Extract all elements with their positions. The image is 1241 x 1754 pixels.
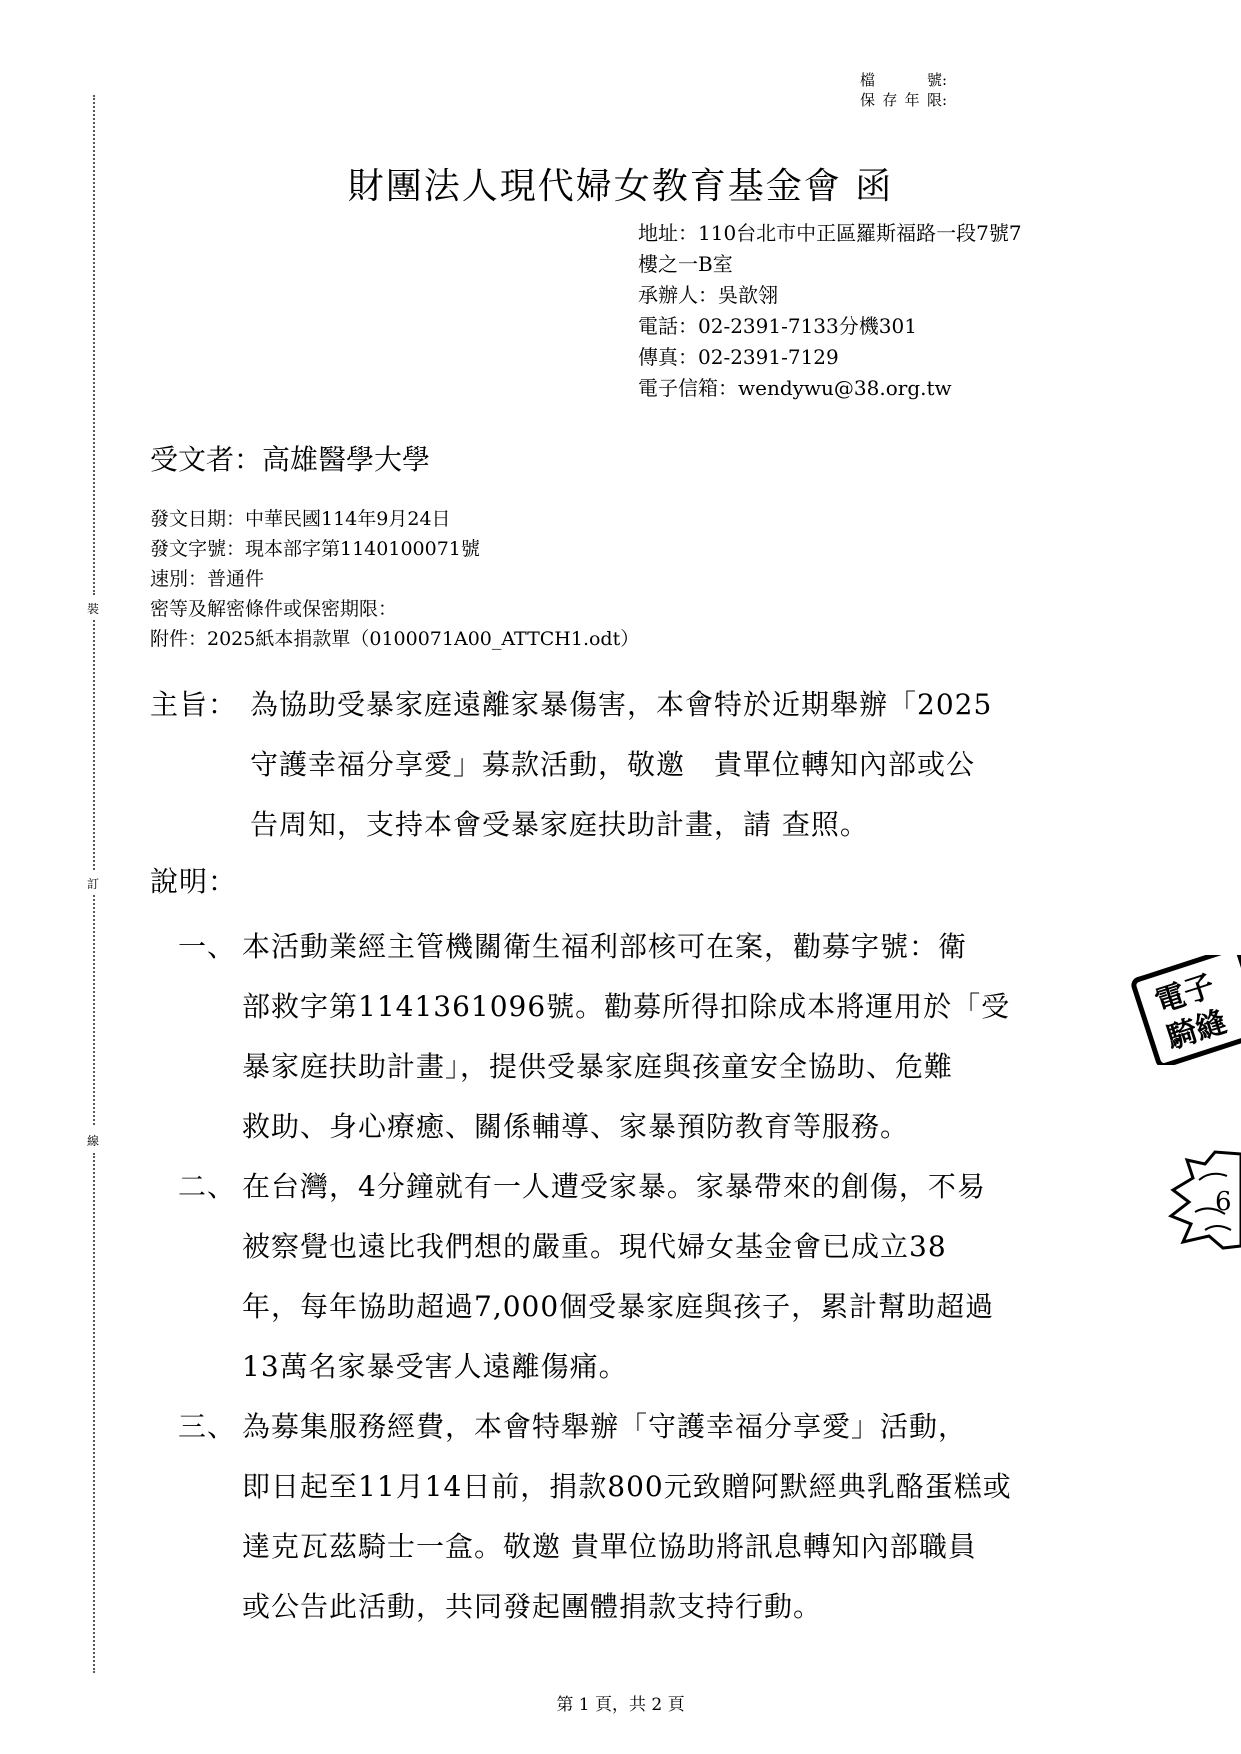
item-line: 13萬名家暴受害人遠離傷痛。 [242,1350,628,1383]
issue-number: 發文字號：現本部字第1140100071號 [150,538,480,560]
dotted-fold-line [93,1153,95,1673]
dotted-fold-line [93,895,95,1125]
email: 電子信箱：wendywu@38.org.tw [638,376,952,400]
document-meta [150,504,639,654]
phone: 電話：02-2391-7133分機301 [638,314,917,338]
recipient: 受文者：高雄醫學大學 [150,443,431,476]
binding-margin [84,95,104,1675]
item-line: 本活動業經主管機關衛生福利部核可在案，勸募字號：衛 [242,930,968,963]
subject-line: 告周知，支持本會受暴家庭扶助計畫，請 查照。 [250,808,869,841]
item-line: 暴家庭扶助計畫」，提供受暴家庭與孩童安全協助、危難 [242,1050,954,1083]
dotted-fold-line [93,620,95,870]
subject-label: 主旨： [150,688,238,721]
staple-label: 訂 [87,877,100,891]
delivery-speed: 速別：普通件 [150,568,265,590]
item-line: 救助、身心療癒、關係輔導、家暴預防教育等服務。 [242,1110,910,1143]
item-line: 即日起至11月14日前，捐款800元致贈阿默經典乳酪蛋糕或 [242,1470,1012,1503]
item-line: 年，每年協助超過7,000個受暴家庭與孩子，累計幫助超過 [242,1290,995,1323]
sender-contact-block [638,218,1022,404]
bind-label: 裝 [87,602,100,616]
address-line-1: 地址：110台北市中正區羅斯福路一段7號7 [638,221,1022,245]
address-line-2: 樓之一B室 [638,252,733,276]
item-line: 達克瓦茲騎士一盒。敬邀 貴單位協助將訊息轉知內部職員 [242,1530,977,1563]
page-seal-number: 6 [1215,1187,1232,1217]
item-number: 一、 [178,930,237,963]
confidentiality: 密等及解密條件或保密期限： [150,598,398,620]
item-number: 三、 [178,1410,237,1443]
retention-label: 保存年限 [860,91,942,109]
item-line: 被察覺也遠比我們想的嚴重。現代婦女基金會已成立38 [242,1230,947,1263]
item-number: 二、 [178,1170,237,1203]
line-label: 線 [87,1134,100,1148]
svg-text:電子: 電子 [1150,968,1219,1021]
fax: 傳真：02-2391-7129 [638,345,839,369]
svg-text:騎縫: 騎縫 [1162,1004,1231,1057]
item-line: 在台灣，4分鐘就有一人遭受家暴。家暴帶來的創傷，不易 [242,1170,986,1203]
file-number: 檔號: [860,71,948,89]
retention-period: 保存年限: [860,91,948,109]
subject-line: 為協助受暴家庭遠離家暴傷害，本會特於近期舉辦「2025 [250,688,993,721]
attachment: 附件：2025紙本捐款單（0100071A00_ATTCH1.odt） [150,628,640,650]
item-line: 為募集服務經費，本會特舉辦「守護幸福分享愛」活動， [242,1410,968,1443]
item-line: 或公告此活動，共同發起團體捐款支持行動。 [242,1590,823,1623]
item-line: 部救字第1141361096號。勸募所得扣除成本將運用於「受 [242,990,1011,1023]
page-footer: 第 1 頁，共 2 頁 [556,1695,685,1715]
issue-date: 發文日期：中華民國114年9月24日 [150,508,451,530]
subject-line: 守護幸福分享愛」募款活動，敬邀 貴單位轉知內部或公 [250,748,976,781]
relay-seal-stamp [1130,955,1241,1065]
document-title: 財團法人現代婦女教育基金會 函 [347,166,894,207]
explanation-label: 說明： [150,865,238,898]
file-number-label: 檔號 [860,71,942,89]
archive-info [860,70,947,110]
page-seal-stamp [1165,1150,1241,1250]
handler: 承辦人：吳歆翎 [638,283,778,307]
